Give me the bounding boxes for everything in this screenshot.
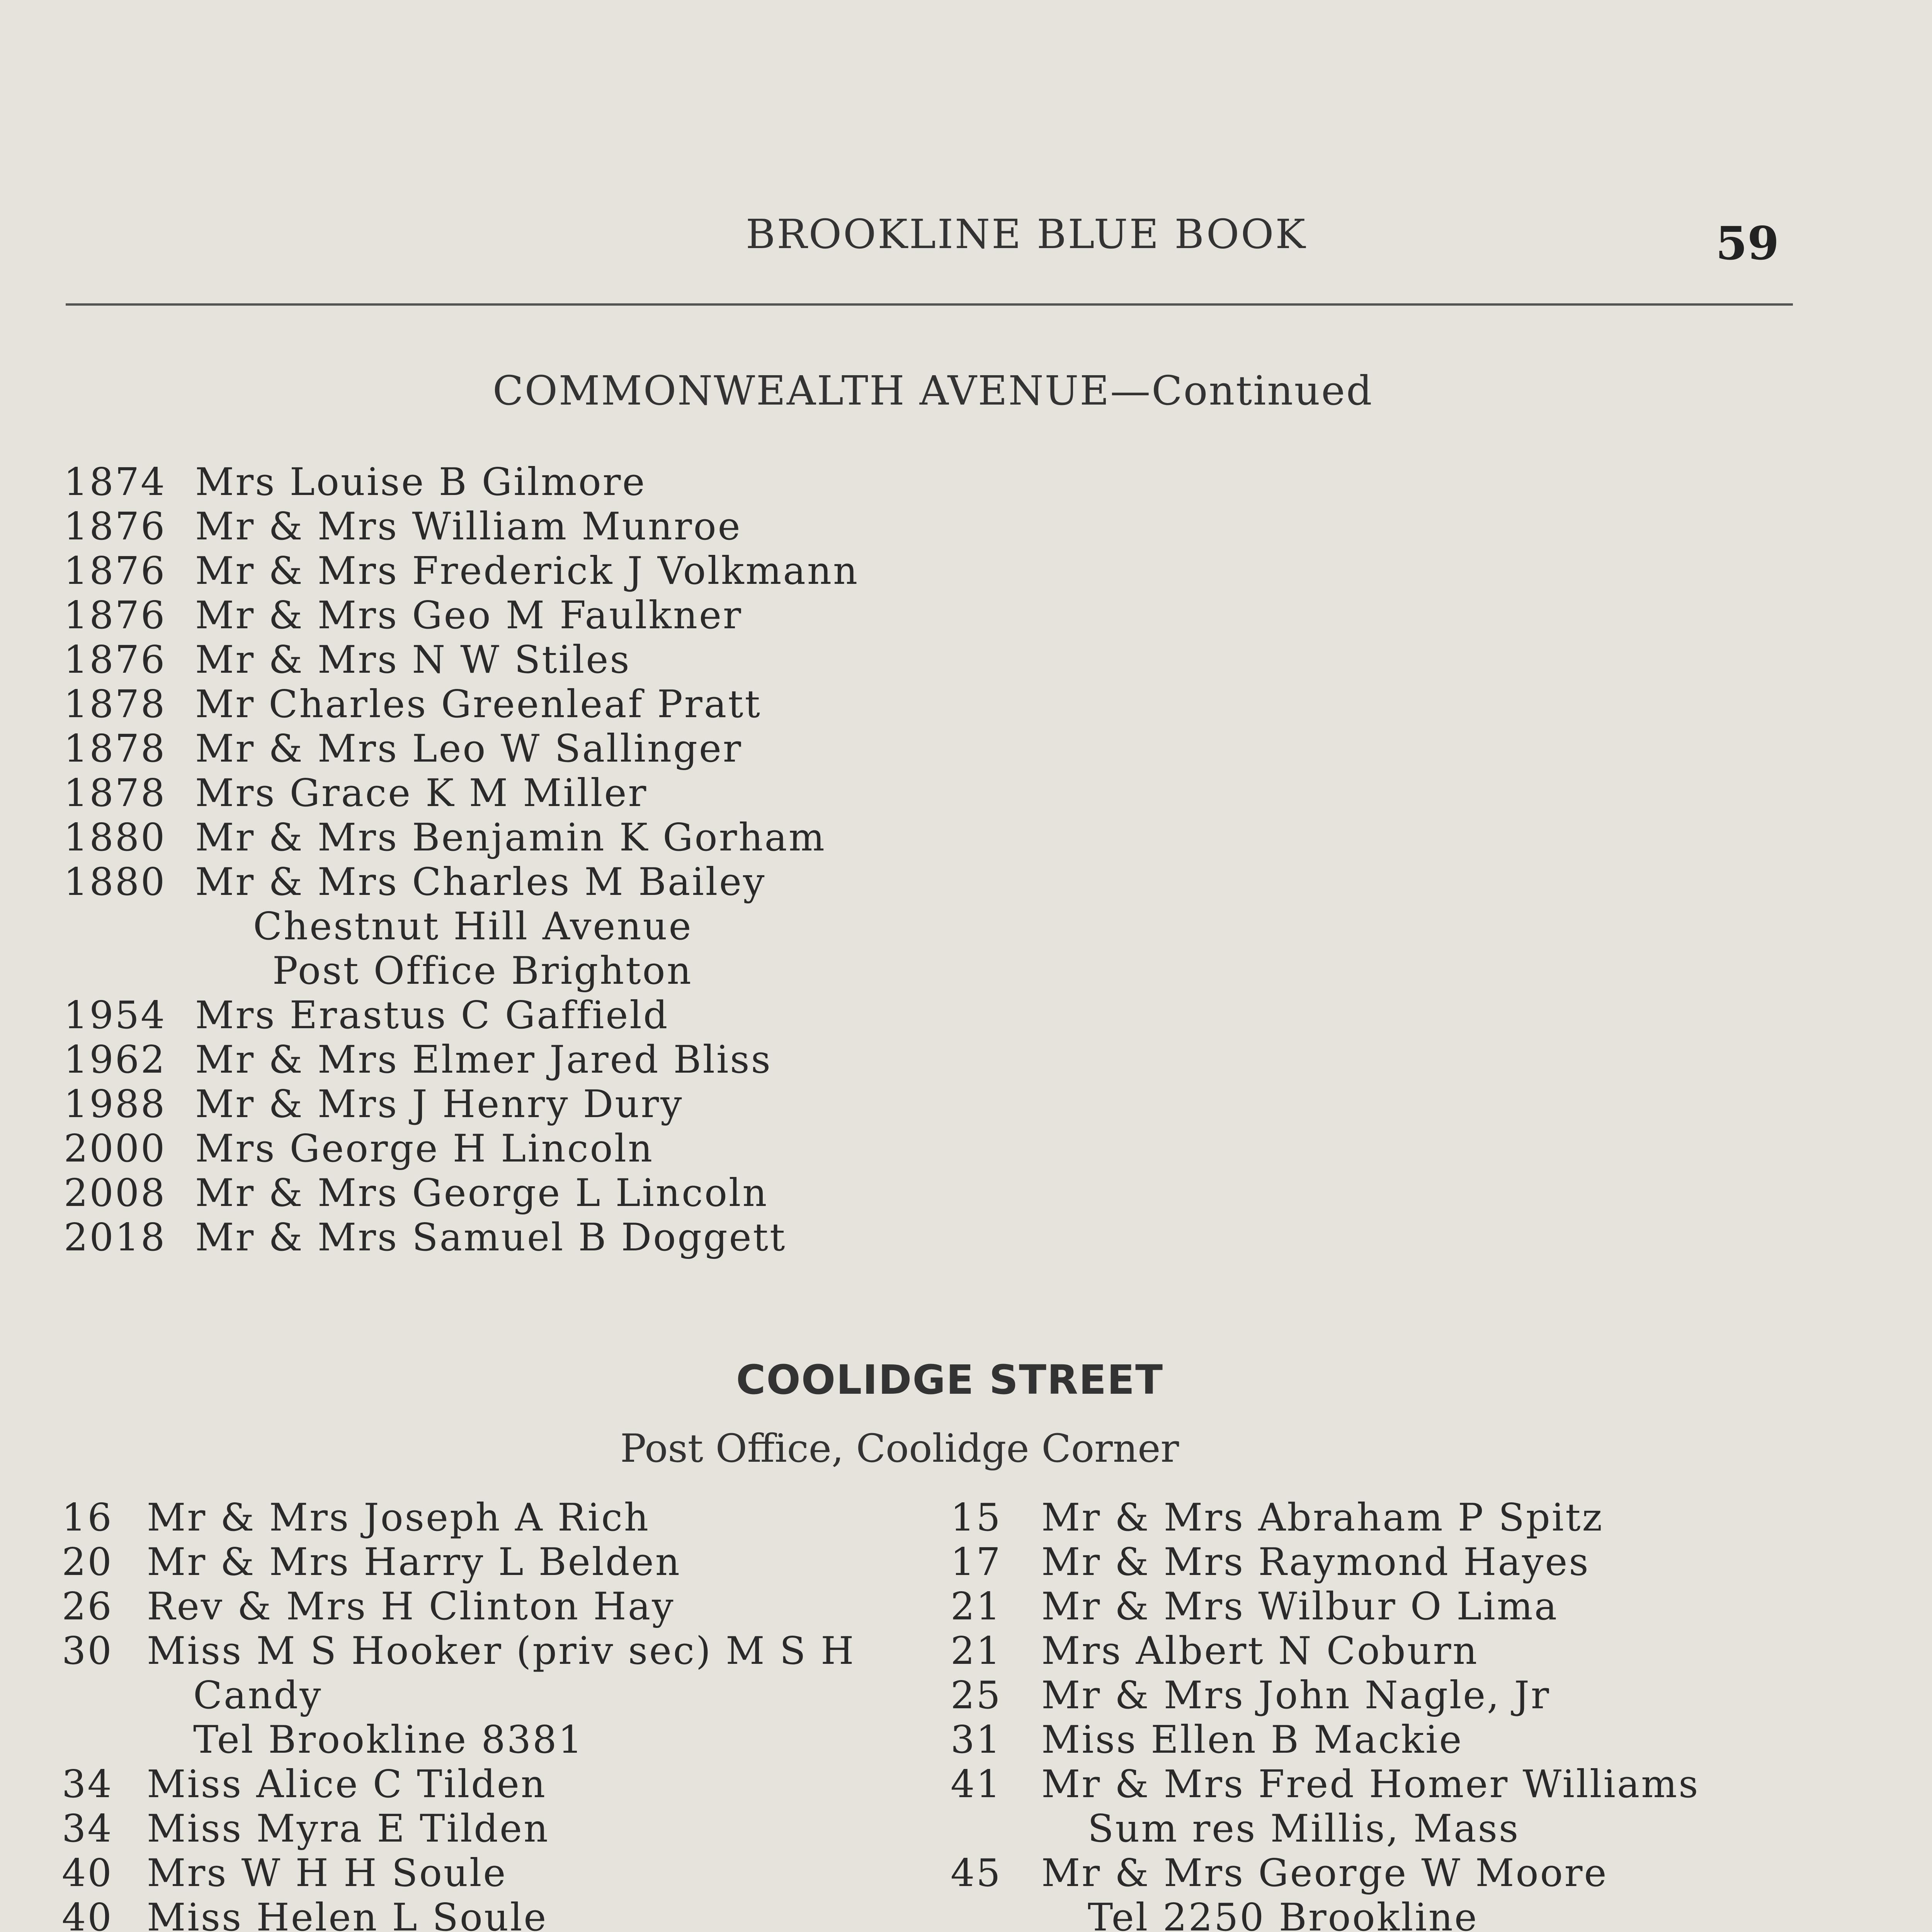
resident-name: Mrs W H H Soule <box>147 1851 507 1895</box>
house-number: 16 <box>62 1495 113 1540</box>
directory-entry <box>951 1584 1812 1629</box>
directory-entry <box>64 1171 1030 1215</box>
house-number: 1962 <box>64 1037 167 1082</box>
resident-name: Mr & Mrs N W Stiles <box>195 638 631 682</box>
house-number: 40 <box>62 1895 113 1932</box>
house-number: 45 <box>951 1851 1002 1895</box>
commonwealth-heading: COMMONWEALTH AVENUE—Continued <box>493 367 1373 414</box>
coolidge-heading: COOLIDGE STREET <box>736 1356 1164 1403</box>
house-number: 15 <box>951 1495 1002 1540</box>
house-number: 1876 <box>64 549 167 593</box>
house-number: 41 <box>951 1762 1002 1806</box>
house-number: 34 <box>62 1762 113 1806</box>
directory-entry <box>62 1718 931 1762</box>
house-number: 17 <box>951 1540 1002 1584</box>
directory-entry <box>64 949 1030 993</box>
resident-name: Mr & Mrs Abraham P Spitz <box>1041 1495 1604 1540</box>
directory-entry <box>64 682 1030 726</box>
house-number: 1874 <box>64 460 167 504</box>
resident-name: Mr & Mrs Geo M Faulkner <box>195 593 743 638</box>
coolidge-left-column <box>62 1495 931 1932</box>
house-number: 1880 <box>64 860 167 904</box>
directory-entry <box>62 1540 931 1584</box>
directory-entry <box>64 460 1030 504</box>
house-number: 20 <box>62 1540 113 1584</box>
resident-name: Mr & Mrs Leo W Sallinger <box>195 726 743 771</box>
house-number: 1876 <box>64 504 167 549</box>
house-number: 21 <box>951 1629 1002 1673</box>
directory-entry <box>64 815 1030 860</box>
resident-name: Mr & Mrs Fred Homer Williams <box>1041 1762 1700 1806</box>
directory-entry <box>951 1895 1812 1932</box>
house-number: 1878 <box>64 726 167 771</box>
directory-entry <box>64 504 1030 549</box>
directory-entry <box>64 1082 1030 1126</box>
resident-name: Mr Charles Greenleaf Pratt <box>195 682 762 726</box>
house-number: 25 <box>951 1673 1002 1718</box>
directory-entry <box>62 1584 931 1629</box>
resident-name: Post Office Brighton <box>272 949 693 993</box>
directory-entry <box>62 1495 931 1540</box>
house-number: 40 <box>62 1851 113 1895</box>
house-number: 34 <box>62 1806 113 1851</box>
directory-entry <box>951 1851 1812 1895</box>
resident-name: Candy <box>193 1673 323 1718</box>
resident-name: Mr & Mrs John Nagle, Jr <box>1041 1673 1551 1718</box>
house-number: 1876 <box>64 638 167 682</box>
resident-name: Miss Ellen B Mackie <box>1041 1718 1463 1762</box>
coolidge-post-office: Post Office, Coolidge Corner <box>620 1426 1179 1471</box>
resident-name: Mrs Louise B Gilmore <box>195 460 646 504</box>
house-number: 2018 <box>64 1215 167 1260</box>
directory-entry <box>62 1673 931 1718</box>
house-number: 1988 <box>64 1082 167 1126</box>
directory-entry <box>64 1215 1030 1260</box>
directory-entry <box>64 638 1030 682</box>
directory-entry <box>64 1126 1030 1171</box>
resident-name: Sum res Millis, Mass <box>1088 1806 1520 1851</box>
directory-entry <box>62 1762 931 1806</box>
directory-entry <box>62 1806 931 1851</box>
resident-name: Miss Myra E Tilden <box>147 1806 550 1851</box>
directory-entry <box>64 1037 1030 1082</box>
commonwealth-entry-list <box>64 460 1030 1260</box>
house-number: 2008 <box>64 1171 167 1215</box>
resident-name: Mrs Erastus C Gaffield <box>195 993 669 1037</box>
resident-name: Mr & Mrs Frederick J Volkmann <box>195 549 859 593</box>
directory-entry <box>64 771 1030 815</box>
resident-name: Tel 2250 Brookline <box>1088 1895 1478 1932</box>
resident-name: Mr & Mrs Raymond Hayes <box>1041 1540 1590 1584</box>
resident-name: Mr & Mrs George L Lincoln <box>195 1171 769 1215</box>
house-number: 26 <box>62 1584 113 1629</box>
house-number: 1878 <box>64 682 167 726</box>
resident-name: Mr & Mrs Samuel B Doggett <box>195 1215 787 1260</box>
directory-entry <box>64 993 1030 1037</box>
directory-entry <box>64 904 1030 949</box>
page-number: 59 <box>1716 216 1779 270</box>
directory-entry <box>64 549 1030 593</box>
house-number: 1876 <box>64 593 167 638</box>
directory-entry <box>951 1495 1812 1540</box>
directory-entry <box>951 1673 1812 1718</box>
resident-name: Mr & Mrs Wilbur O Lima <box>1041 1584 1559 1629</box>
header-rule <box>66 303 1793 306</box>
house-number: 30 <box>62 1629 113 1673</box>
resident-name: Mr & Mrs Joseph A Rich <box>147 1495 650 1540</box>
resident-name: Mr & Mrs William Munroe <box>195 504 742 549</box>
house-number: 1880 <box>64 815 167 860</box>
resident-name: Mr & Mrs J Henry Dury <box>195 1082 684 1126</box>
resident-name: Chestnut Hill Avenue <box>253 904 693 949</box>
directory-entry <box>951 1762 1812 1806</box>
resident-name: Mr & Mrs Benjamin K Gorham <box>195 815 826 860</box>
coolidge-right-column <box>951 1495 1812 1932</box>
directory-entry <box>951 1629 1812 1673</box>
directory-entry <box>951 1806 1812 1851</box>
directory-entry <box>62 1629 931 1673</box>
directory-entry <box>64 726 1030 771</box>
resident-name: Mr & Mrs George W Moore <box>1041 1851 1608 1895</box>
directory-entry <box>64 593 1030 638</box>
resident-name: Tel Brookline 8381 <box>193 1718 584 1762</box>
house-number: 1954 <box>64 993 167 1037</box>
resident-name: Miss Alice C Tilden <box>147 1762 547 1806</box>
resident-name: Mr & Mrs Elmer Jared Bliss <box>195 1037 772 1082</box>
house-number: 31 <box>951 1718 1002 1762</box>
resident-name: Mrs George H Lincoln <box>195 1126 654 1171</box>
directory-entry <box>62 1895 931 1932</box>
resident-name: Mrs Albert N Coburn <box>1041 1629 1479 1673</box>
resident-name: Mrs Grace K M Miller <box>195 771 648 815</box>
resident-name: Rev & Mrs H Clinton Hay <box>147 1584 675 1629</box>
directory-entry <box>62 1851 931 1895</box>
resident-name: Miss M S Hooker (priv sec) M S H <box>147 1629 855 1673</box>
resident-name: Mr & Mrs Charles M Bailey <box>195 860 766 904</box>
resident-name: Miss Helen L Soule <box>147 1895 548 1932</box>
house-number: 2000 <box>64 1126 167 1171</box>
running-title: BROOKLINE BLUE BOOK <box>746 211 1307 258</box>
directory-entry <box>951 1540 1812 1584</box>
resident-name: Mr & Mrs Harry L Belden <box>147 1540 681 1584</box>
directory-entry <box>951 1718 1812 1762</box>
directory-entry <box>64 860 1030 904</box>
house-number: 1878 <box>64 771 167 815</box>
house-number: 21 <box>951 1584 1002 1629</box>
